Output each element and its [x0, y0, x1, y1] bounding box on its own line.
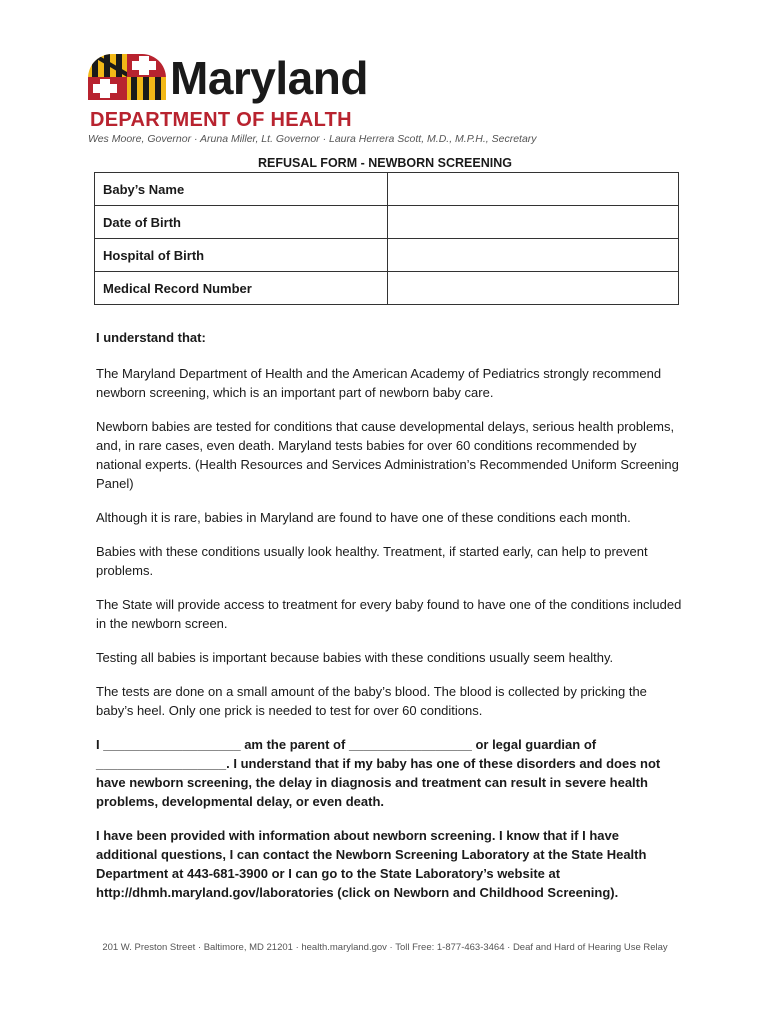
baby-info-table	[94, 172, 679, 305]
paragraph: The Maryland Department of Health and the American Academy of Pediatrics strongly recommend newborn screening, which is an important part of newborn baby care.	[96, 366, 662, 400]
footer-address: 201 W. Preston Street · Baltimore, MD 21201 · health.maryland.gov · Toll Free: 1-877-463-3464 · Deaf and Hard of Hearing Use Relay	[102, 942, 668, 953]
date-of-birth-field[interactable]	[388, 206, 679, 239]
paragraph: The State will provide access to treatment for every baby found to have one of the conditions included in the newborn screen.	[96, 597, 682, 631]
field-label: Medical Record Number	[95, 272, 388, 305]
paragraph: The tests are done on a small amount of the baby’s blood. The blood is collected by pricking the baby’s heel. Only one prick is needed to test for over 60 conditions.	[96, 684, 647, 718]
field-label: Hospital of Birth	[95, 239, 388, 272]
table-row	[95, 206, 679, 239]
field-label: Baby’s Name	[95, 173, 388, 206]
parent-statement: I ___________________ am the parent of _________________ or legal guardian of __________________. I understand that if my baby has one of these disorders and does not have newborn screening, the delay in diagnosis and treatment can result in severe health problems, developmental delay, or even death.	[96, 737, 661, 809]
table-row	[95, 272, 679, 305]
paragraph: Testing all babies is important because babies with these conditions usually seem healthy.	[96, 650, 614, 665]
hospital-of-birth-field[interactable]	[388, 239, 679, 272]
understand-heading: I understand that:	[96, 330, 206, 345]
baby-name-field[interactable]	[388, 173, 679, 206]
table-row	[95, 239, 679, 272]
medical-record-number-field[interactable]	[388, 272, 679, 305]
paragraph: Babies with these conditions usually look healthy. Treatment, if started early, can help to prevent problems.	[96, 544, 648, 578]
contact-statement: I have been provided with information about newborn screening. I know that if I have additional questions, I can contact the Newborn Screening Laboratory at the State Health Department at 443-681-3900 or I can go to the State Laboratory’s website at http://dhmh.maryland.gov/laboratories (click on Newborn and Childhood Screening).	[96, 828, 647, 900]
department-name: DEPARTMENT OF HEALTH	[90, 109, 352, 131]
paragraph: Although it is rare, babies in Maryland are found to have one of these conditions each month.	[96, 510, 631, 525]
field-label: Date of Birth	[95, 206, 388, 239]
table-row	[95, 173, 679, 206]
form-title: REFUSAL FORM - NEWBORN SCREENING	[258, 156, 512, 170]
letterhead	[88, 52, 648, 152]
logo-wordmark: Maryland	[170, 52, 368, 104]
paragraph: Newborn babies are tested for conditions that cause developmental delays, serious health problems, and, in rare cases, even death. Maryland tests babies for over 60 conditions recommended by national experts. (Health Resources and Services Administration’s Recommended Uniform Screening Panel)	[96, 419, 679, 491]
maryland-flag-logo-icon	[88, 54, 166, 100]
officials-line: Wes Moore, Governor · Aruna Miller, Lt. Governor · Laura Herrera Scott, M.D., M.P.H., Secretary	[88, 133, 537, 145]
form-body	[96, 328, 682, 917]
